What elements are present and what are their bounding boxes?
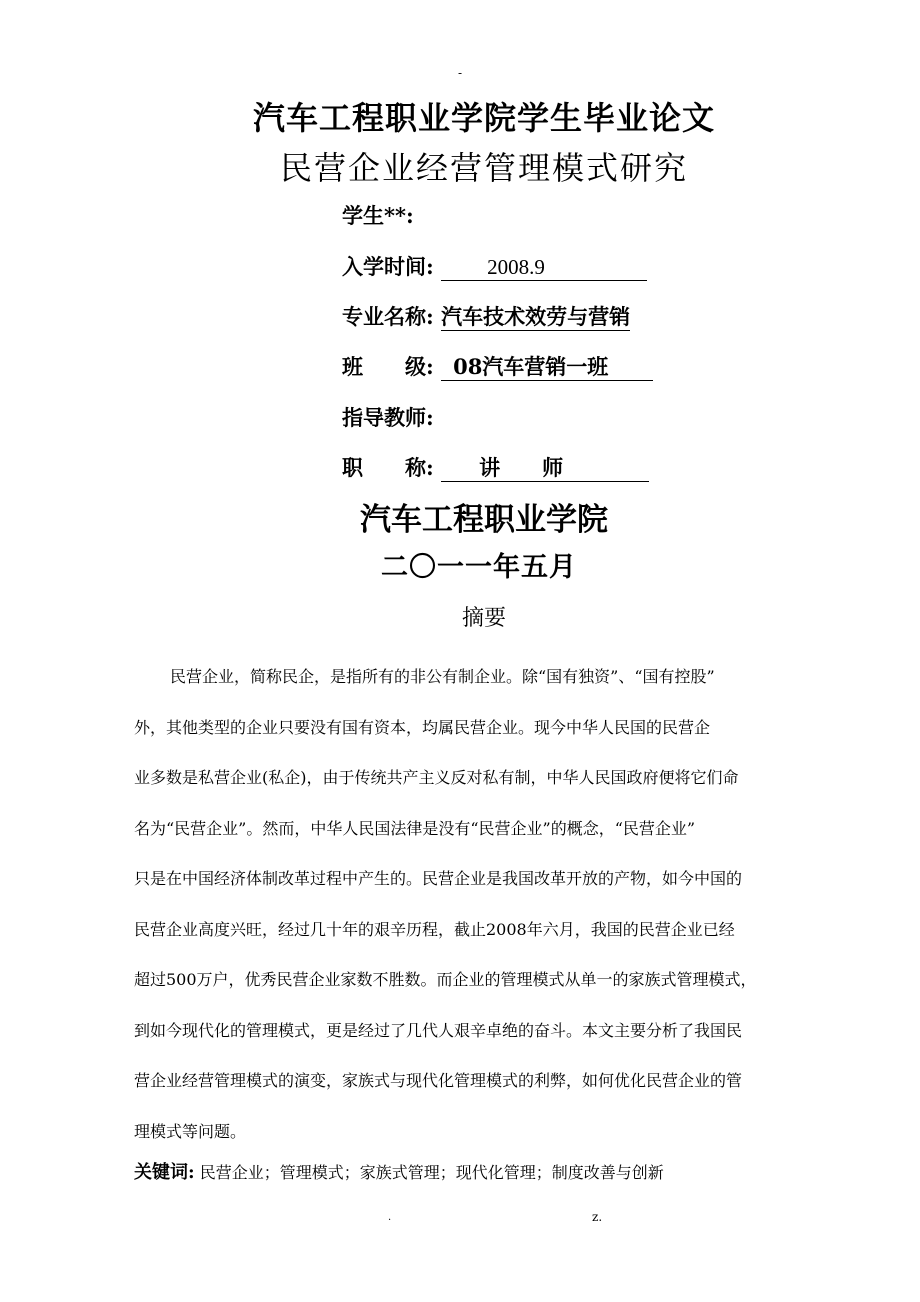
major-label: 专业名称: (342, 304, 434, 329)
abstract-line: 名为“民营企业”。然而，中华人民国法律是没有“民营企业”的概念，“民营企业” (134, 818, 696, 838)
abstract-line: 民营企业，简称民企，是指所有的非公有制企业。除“国有独资”、“国有控股” (170, 667, 715, 686)
class-value: 08汽车营销一班 (441, 354, 653, 381)
enroll-value: 2008.9 (441, 254, 647, 281)
footer-dot: . (388, 1212, 392, 1223)
rank-label: 职 称: (342, 455, 434, 480)
abstract-heading: 摘要 (461, 606, 506, 631)
date: 二〇一一年五月 (381, 552, 577, 583)
class-label: 班 级: (342, 354, 434, 379)
advisor-row (342, 402, 434, 434)
major-value: 汽车技术效劳与营销 (441, 304, 631, 329)
student-row (342, 200, 414, 232)
abstract-line: 民营企业高度兴旺，经过几十年的艰辛历程，截止2008年六月，我国的民营企业已经 (134, 919, 735, 939)
school-name: 汽车工程职业学院 (360, 502, 608, 538)
keywords-label: 关键词: (134, 1162, 195, 1183)
enroll-label: 入学时间: (342, 254, 434, 279)
abstract-line: 超过500万户，优秀民营企业家数不胜数。而企业的管理模式从单一的家族式管理模式， (134, 970, 757, 989)
header-mark: - (457, 66, 463, 80)
abstract-line: 外，其他类型的企业只要没有国有资本，均属民营企业。现今中华人民国的民营企 (134, 717, 711, 737)
abstract-line: 理模式等问题。 (134, 1121, 247, 1141)
keywords-text: 民营企业；管理模式；家族式管理；现代化管理；制度改善与创新 (199, 1163, 664, 1182)
thesis-title: 汽车工程职业学院学生毕业论文 (252, 99, 715, 137)
abstract-line: 只是在中国经济体制改革过程中产生的。民营企业是我国改革开放的产物，如今中国的 (134, 869, 743, 888)
thesis-subtitle: 民营企业经营管理模式研究 (279, 149, 688, 187)
rank-row (342, 452, 649, 484)
footer-z: z. (592, 1210, 603, 1224)
abstract-line: 业多数是私营企业(私企)，由于传统共产主义反对私有制，中华人民国政府便将它们命 (134, 768, 739, 787)
advisor-label: 指导教师: (342, 405, 434, 430)
abstract-line: 到如今现代化的管理模式，更是经过了几代人艰辛卓绝的奋斗。本文主要分析了我国民 (134, 1020, 743, 1040)
abstract-line: 营企业经营管理模式的演变，家族式与现代化管理模式的利弊，如何优化民营企业的管 (134, 1071, 743, 1090)
keywords-row (134, 1157, 664, 1189)
class-row (342, 351, 653, 383)
enroll-row (342, 251, 647, 283)
rank-value: 讲 师 (441, 455, 649, 482)
abstract-body (134, 652, 834, 1157)
major-row (342, 301, 630, 333)
student-label: 学生**: (342, 203, 414, 228)
